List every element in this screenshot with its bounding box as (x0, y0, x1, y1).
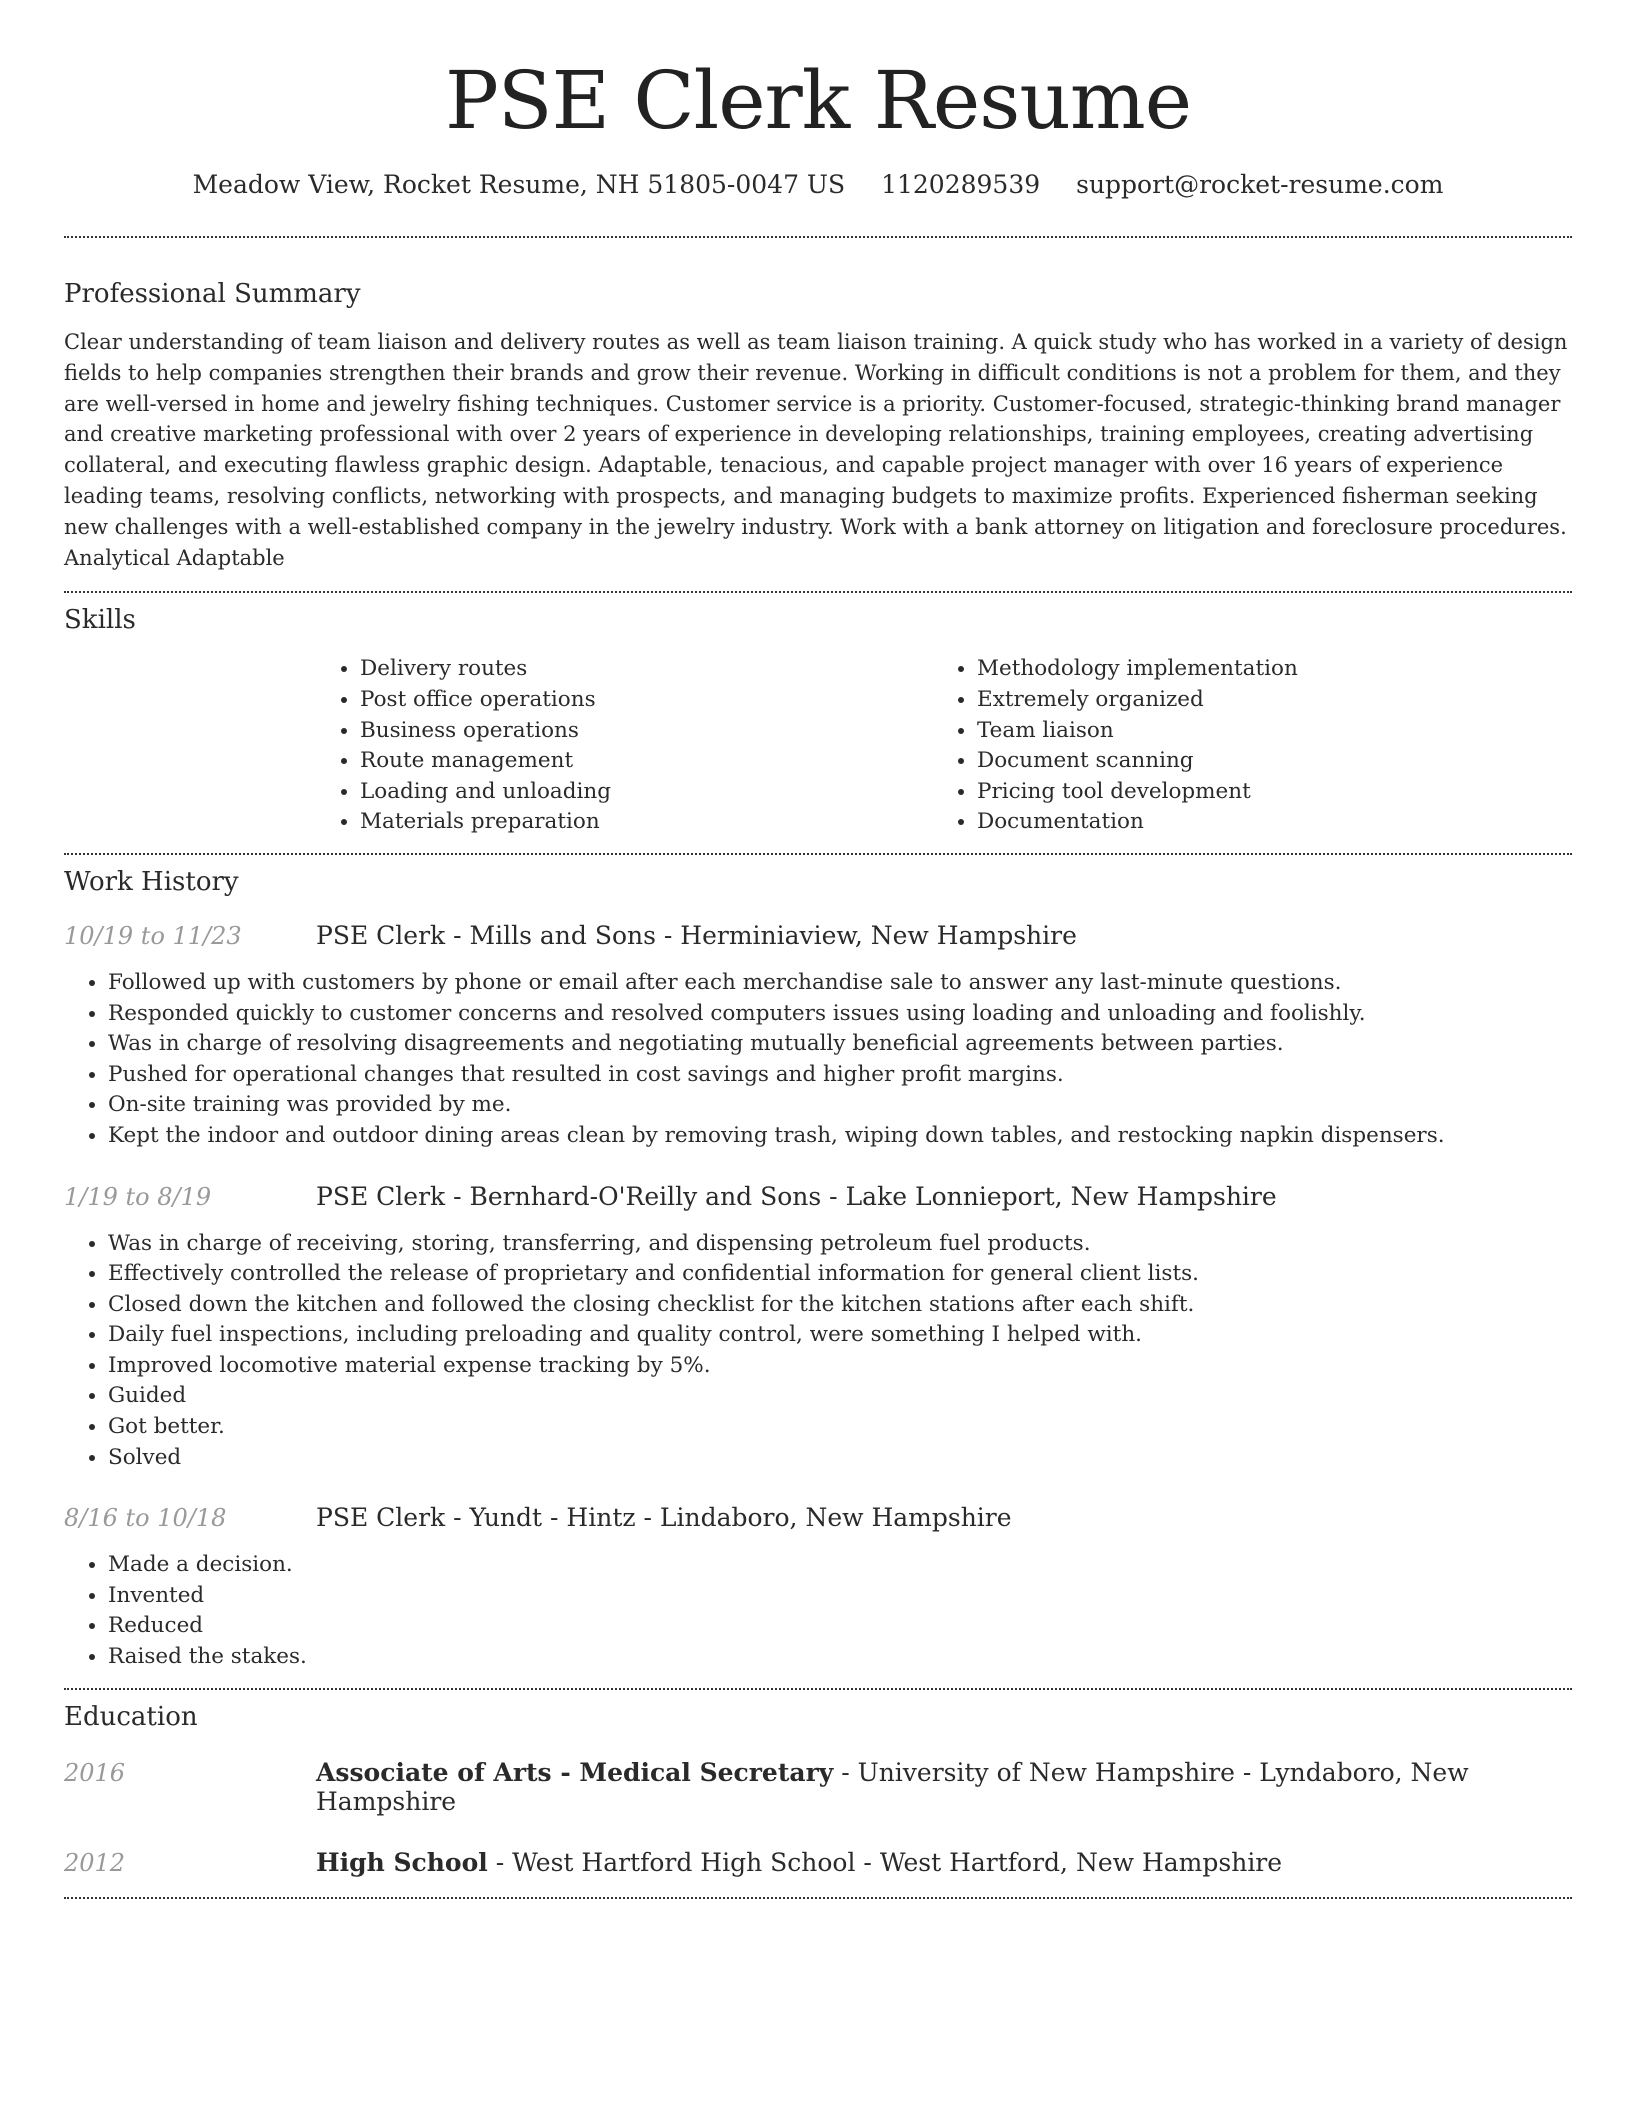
skill-item: • Team liaison (977, 716, 1298, 747)
divider (64, 236, 1572, 238)
job-header (64, 1182, 1572, 1211)
job-bullet: • Raised the stakes. (108, 1642, 1572, 1673)
contact-line (64, 168, 1572, 202)
education-degree: High School (316, 1847, 488, 1877)
job-bullet: • Solved (108, 1443, 1572, 1474)
skill-item: • Documentation (977, 807, 1298, 838)
divider (64, 591, 1572, 593)
job-bullet: • Got better. (108, 1412, 1572, 1443)
job-title: PSE Clerk - Bernhard-O'Reilly and Sons - Lake Lonnieport, New Hampshire (316, 1181, 1277, 1211)
skill-item: • Business operations (360, 716, 933, 747)
contact-email: support@rocket-resume.com (1076, 170, 1444, 199)
skill-item: • Pricing tool development (977, 777, 1298, 808)
education-heading: Education (64, 1701, 198, 1732)
skills-list (316, 654, 1572, 838)
divider (64, 1688, 1572, 1690)
education-year: 2016 (64, 1758, 126, 1787)
job-bullet: • Responded quickly to customer concerns and resolved computers issues using loading and unloading and foolishly. (108, 999, 1572, 1030)
skill-item: • Materials preparation (360, 807, 933, 838)
job-title: PSE Clerk - Yundt - Hintz - Lindaboro, New Hampshire (316, 1503, 1012, 1533)
education-school: - West Hartford High School - West Hartford, New Hampshire (487, 1847, 1283, 1877)
skill-item: • Route management (360, 746, 933, 777)
education-detail (316, 1758, 1572, 1816)
summary-heading: Professional Summary (64, 279, 361, 309)
skill-item: • Document scanning (977, 746, 1298, 777)
education-item (64, 1758, 1572, 1816)
job-bullet: • Improved locomotive material expense tracking by 5%. (108, 1351, 1572, 1382)
job-bullet: • Was in charge of receiving, storing, transferring, and dispensing petroleum fuel products. (108, 1229, 1572, 1260)
job-bullet: • Daily fuel inspections, including preloading and quality control, were something I helped with. (108, 1320, 1572, 1351)
job-bullet: • Effectively controlled the release of proprietary and confidential information for general client lists. (108, 1259, 1572, 1290)
education-detail (316, 1848, 1282, 1877)
resume-page (64, 0, 1572, 1899)
job-bullets (64, 1229, 1572, 1474)
education-degree: Associate of Arts - Medical Secretary (316, 1757, 834, 1787)
skills-column-right (933, 654, 1298, 838)
job-bullets (64, 1550, 1572, 1672)
skill-item: • Loading and unloading (360, 777, 933, 808)
skill-item: • Extremely organized (977, 685, 1298, 716)
job-dates: 10/19 to 11/23 (64, 921, 242, 950)
resume-title: PSE Clerk Resume (444, 54, 1192, 147)
skill-item: • Methodology implementation (977, 654, 1298, 685)
job-bullet: • Invented (108, 1581, 1572, 1612)
summary-text: Clear understanding of team liaison and delivery routes as well as team liaison training. A quick study who has worked in a variety of design fields to help companies strengthen their brands and grow their revenue. Working in difficult conditions is not a problem for them, and they are well-versed in home and jewelry fishing techniques. Customer service is a priority. Customer-focused, strategic-thinking brand manager and creative marketing professional with over 2 years of experience in developing relationships, training employees, creating advertising collateral, and executing flawless graphic design. Adaptable, tenacious, and capable project manager with over 16 years of experience leading teams, resolving conflicts, networking with prospects, and managing budgets to maximize profits. Experienced fisherman seeking new challenges with a well-established company in the jewelry industry. Work with a bank attorney on litigation and foreclosure procedures. Analytical Adaptable (64, 330, 1568, 570)
divider (64, 1897, 1572, 1899)
job-bullet: • Kept the indoor and outdoor dining areas clean by removing trash, wiping down tables, and restocking napkin dispensers. (108, 1121, 1572, 1152)
job-bullet: • Made a decision. (108, 1550, 1572, 1581)
skill-item: • Post office operations (360, 685, 933, 716)
skills-column-left (316, 654, 933, 838)
job-bullet: • Followed up with customers by phone or email after each merchandise sale to answer any last-minute questions. (108, 968, 1572, 999)
job-bullet: • Reduced (108, 1611, 1572, 1642)
skills-heading: Skills (64, 605, 136, 636)
job-bullet: • Was in charge of resolving disagreements and negotiating mutually beneficial agreements between parties. (108, 1029, 1572, 1060)
job-bullet: • On-site training was provided by me. (108, 1090, 1572, 1121)
contact-phone: 1120289539 (881, 170, 1041, 199)
job-bullet: • Guided (108, 1381, 1572, 1412)
job-dates: 8/16 to 10/18 (64, 1504, 227, 1533)
skill-item: • Delivery routes (360, 654, 933, 685)
job-title: PSE Clerk - Mills and Sons - Herminiaview, New Hampshire (316, 920, 1077, 950)
job-header (64, 1503, 1572, 1532)
education-item (64, 1848, 1572, 1877)
job-bullets (64, 968, 1572, 1152)
work-heading: Work History (64, 866, 239, 897)
job-dates: 1/19 to 8/19 (64, 1182, 212, 1211)
contact-address: Meadow View, Rocket Resume, NH 51805-0047 US (192, 170, 846, 199)
education-year: 2012 (64, 1848, 126, 1877)
job-header (64, 921, 1572, 950)
job-bullet: • Pushed for operational changes that resulted in cost savings and higher profit margins. (108, 1060, 1572, 1091)
education-school: - University of New Hampshire - Lyndaboro, New Hampshire (316, 1757, 1469, 1816)
job-bullet: • Closed down the kitchen and followed the closing checklist for the kitchen stations after each shift. (108, 1290, 1572, 1321)
divider (64, 853, 1572, 855)
